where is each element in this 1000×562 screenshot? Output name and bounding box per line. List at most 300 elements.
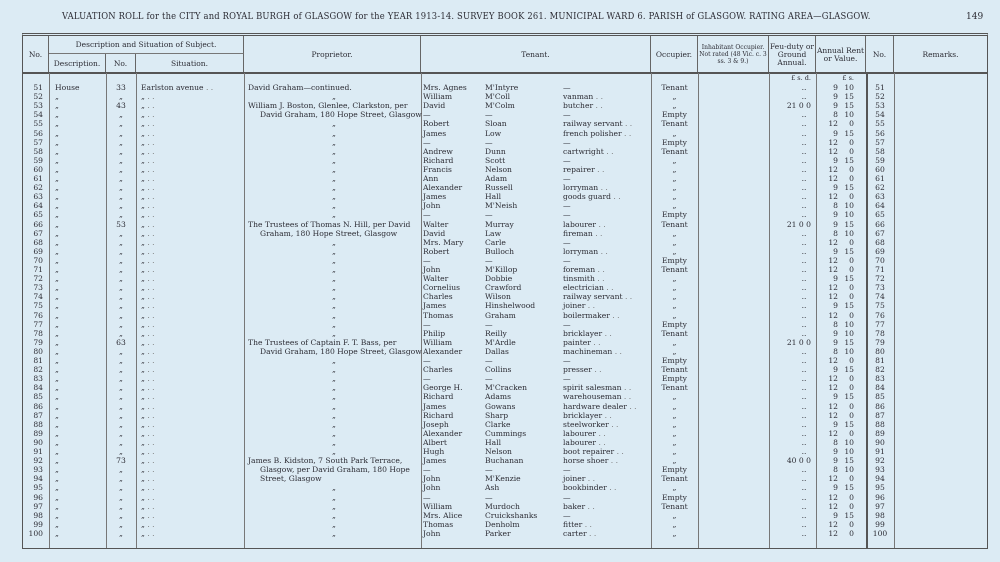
- rent-pounds: 12: [828, 137, 838, 147]
- proprietor: „: [332, 501, 336, 511]
- row-number-right: 94: [875, 474, 885, 484]
- rent-pounds: 12: [828, 237, 838, 247]
- situation: „ . .: [141, 201, 241, 210]
- row-number-right: 92: [875, 456, 885, 466]
- feu-duty: ..: [801, 119, 807, 129]
- occupier: „: [672, 519, 677, 529]
- proprietor: „: [332, 210, 336, 220]
- description: „: [55, 319, 59, 329]
- proprietor: The Trustees of Captain F. T. Bass, per: [248, 337, 397, 347]
- table-row: [23, 338, 989, 347]
- house-number: „: [119, 483, 123, 493]
- tenant-first-name: Thomas: [423, 310, 454, 320]
- rent-shillings: 10: [844, 201, 854, 211]
- proprietor: David Graham, 180 Hope Street, Glasgow: [260, 110, 422, 120]
- tenant-surname: —: [485, 492, 493, 502]
- row-number: 99: [33, 519, 43, 529]
- tenant-surname: —: [485, 210, 493, 220]
- occupier: „: [672, 128, 677, 138]
- tenant-surname: Sharp: [485, 410, 509, 420]
- description: „: [55, 374, 59, 384]
- rent-pounds: 9: [833, 456, 838, 466]
- proprietor: „: [332, 283, 336, 293]
- rent-pounds: 8: [833, 437, 838, 447]
- row-number: 72: [33, 274, 43, 284]
- proprietor: „: [332, 374, 336, 384]
- table-row: [23, 119, 989, 128]
- feu-duty: ..: [801, 265, 807, 274]
- row-number-right: 74: [875, 292, 885, 302]
- rent-shillings: 0: [849, 192, 854, 202]
- feu-duty: ..: [801, 255, 807, 265]
- tenant-first-name: James: [423, 128, 447, 138]
- row-number: 58: [33, 146, 43, 156]
- header-number: No.: [106, 54, 136, 73]
- tenant-first-name: —: [423, 465, 431, 475]
- tenant-surname: Law: [485, 228, 502, 238]
- situation: „ . .: [141, 183, 241, 192]
- description: „: [55, 228, 59, 238]
- row-number: 61: [33, 174, 43, 183]
- proprietor: „: [332, 328, 336, 338]
- description: „: [55, 210, 59, 220]
- proprietor: „: [332, 92, 336, 102]
- tenant-surname: Russell: [485, 183, 513, 193]
- row-number: 87: [33, 410, 43, 420]
- row-number: 76: [33, 310, 43, 320]
- table-row: [23, 101, 989, 110]
- rent-shillings: 15: [844, 274, 854, 284]
- table-row: [23, 301, 989, 310]
- rent-pounds: 8: [833, 201, 838, 211]
- tenant-surname: Denholm: [485, 519, 520, 529]
- rent-shillings: 15: [844, 155, 854, 165]
- house-number: 33: [116, 83, 126, 92]
- situation: „ . .: [141, 374, 241, 383]
- tenant-occupation: —: [563, 492, 571, 502]
- tenant-first-name: John: [423, 483, 441, 493]
- feu-duty: ..: [801, 183, 807, 193]
- tenant-first-name: Joseph: [423, 419, 449, 429]
- tenant-occupation: —: [563, 83, 571, 92]
- feu-duty: ..: [801, 346, 807, 356]
- description: „: [55, 328, 59, 338]
- table-row: [23, 493, 989, 502]
- situation: „ . .: [141, 529, 241, 538]
- rent-pounds: 9: [833, 92, 838, 102]
- tenant-first-name: Thomas: [423, 519, 454, 529]
- house-number: „: [119, 110, 123, 120]
- situation: „ . .: [141, 138, 241, 147]
- tenant-surname: M'Killop: [485, 265, 518, 274]
- rent-pounds: 8: [833, 346, 838, 356]
- row-number-right: 87: [875, 410, 885, 420]
- occupier: „: [672, 456, 677, 466]
- table-row: [23, 465, 989, 474]
- row-number-right: 60: [875, 164, 885, 174]
- occupier: Empty: [662, 492, 687, 502]
- tenant-occupation: horse shoer . .: [563, 456, 649, 465]
- row-number-right: 54: [875, 110, 885, 120]
- table-row: [23, 229, 989, 238]
- header-occupier: Occupier.: [651, 36, 698, 73]
- tenant-first-name: James: [423, 192, 447, 202]
- tenant-surname: Scott: [485, 155, 506, 165]
- house-number: „: [119, 392, 123, 402]
- tenant-occupation: cartwright . .: [563, 147, 649, 156]
- tenant-surname: Cruickshanks: [485, 510, 538, 520]
- rent-pounds: 12: [828, 401, 838, 411]
- table-row: [23, 429, 989, 438]
- rent-pounds: 9: [833, 155, 838, 165]
- row-number-right: 64: [875, 201, 885, 211]
- tenant-surname: Hall: [485, 437, 502, 447]
- description: „: [55, 101, 59, 111]
- row-number: 65: [33, 210, 43, 220]
- proprietor: „: [332, 246, 336, 256]
- tenant-first-name: James: [423, 301, 447, 311]
- occupier: Empty: [662, 374, 687, 384]
- tenant-first-name: Alexander: [423, 428, 463, 438]
- description: „: [55, 346, 59, 356]
- house-number: „: [119, 465, 123, 475]
- tenant-occupation: railway servant . .: [563, 119, 649, 128]
- rent-shillings: 15: [844, 365, 854, 375]
- row-number-right: 61: [875, 174, 885, 183]
- rent-shillings: 0: [849, 474, 854, 484]
- rent-pounds: 12: [828, 528, 838, 538]
- row-number: 98: [33, 510, 43, 520]
- feu-duty: ..: [801, 510, 807, 520]
- tenant-occupation: joiner . .: [563, 474, 649, 483]
- row-number: 89: [33, 428, 43, 438]
- tenant-first-name: Alexander: [423, 183, 463, 193]
- proprietor: David Graham—continued.: [248, 83, 352, 92]
- rent-shillings: 0: [849, 119, 854, 129]
- situation: „ . .: [141, 301, 241, 310]
- tenant-first-name: George H.: [423, 383, 463, 393]
- rent-shillings: 0: [849, 374, 854, 384]
- occupier: „: [672, 192, 677, 202]
- tenant-first-name: James: [423, 456, 447, 466]
- tenant-occupation: labourer . .: [563, 429, 649, 438]
- situation: „ . .: [141, 129, 241, 138]
- occupier: „: [672, 292, 677, 302]
- row-number-right: 95: [875, 483, 885, 493]
- row-number: 95: [33, 483, 43, 493]
- tenant-first-name: —: [423, 374, 431, 384]
- tenant-first-name: John: [423, 528, 441, 538]
- rent-shillings: 10: [844, 83, 854, 92]
- house-number: „: [119, 246, 123, 256]
- tenant-first-name: Andrew: [423, 146, 453, 156]
- house-number: „: [119, 492, 123, 502]
- row-number: 67: [33, 228, 43, 238]
- rent-shillings: 15: [844, 128, 854, 138]
- rent-shillings: 0: [849, 428, 854, 438]
- house-number: „: [119, 301, 123, 311]
- tenant-surname: Clarke: [485, 419, 511, 429]
- table-row: [23, 447, 989, 456]
- rent-pounds: 9: [833, 483, 838, 493]
- rent-pounds: 12: [828, 374, 838, 384]
- rent-shillings: 15: [844, 510, 854, 520]
- situation: „ . .: [141, 147, 241, 156]
- situation: „ . .: [141, 456, 241, 465]
- row-number-right: 80: [875, 346, 885, 356]
- table-row: [23, 311, 989, 320]
- tenant-first-name: David: [423, 101, 446, 111]
- tenant-occupation: bricklayer . .: [563, 411, 649, 420]
- row-number: 86: [33, 401, 43, 411]
- rent-shillings: 0: [849, 292, 854, 302]
- proprietor: „: [332, 492, 336, 502]
- rent-pounds: 8: [833, 465, 838, 475]
- description: „: [55, 155, 59, 165]
- proprietor: „: [332, 274, 336, 284]
- table-row: [23, 83, 989, 92]
- tenant-first-name: Philip: [423, 328, 446, 338]
- feu-duty: ..: [801, 292, 807, 302]
- situation: „ . .: [141, 274, 241, 283]
- feu-duty: ..: [801, 83, 807, 92]
- tenant-first-name: Ann: [423, 174, 439, 183]
- row-number: 56: [33, 128, 43, 138]
- rent-pounds: 8: [833, 228, 838, 238]
- feu-duty: ..: [801, 528, 807, 538]
- tenant-first-name: John: [423, 201, 441, 211]
- tenant-surname: M'Neish: [485, 201, 518, 211]
- table-row: [23, 201, 989, 210]
- situation: „ . .: [141, 402, 241, 411]
- header-proprietor: Proprietor.: [244, 36, 421, 73]
- proprietor: „: [332, 483, 336, 493]
- row-number-right: 69: [875, 246, 885, 256]
- rent-shillings: 15: [844, 419, 854, 429]
- proprietor: „: [332, 174, 336, 183]
- rent-shillings: 10: [844, 228, 854, 238]
- rent-units: £ s.: [842, 74, 854, 82]
- proprietor: „: [332, 265, 336, 274]
- proprietor: „: [332, 310, 336, 320]
- feu-duty: ..: [801, 146, 807, 156]
- rent-pounds: 9: [833, 337, 838, 347]
- row-number: 53: [33, 101, 43, 111]
- house-number: „: [119, 164, 123, 174]
- tenant-surname: M'Ardle: [485, 337, 516, 347]
- feu-duty: ..: [801, 283, 807, 293]
- table-row: [23, 265, 989, 274]
- feu-duty: ..: [801, 401, 807, 411]
- feu-duty: ..: [801, 374, 807, 384]
- rent-shillings: 15: [844, 483, 854, 493]
- tenant-first-name: John: [423, 265, 441, 274]
- rent-shillings: 0: [849, 528, 854, 538]
- feu-duty: ..: [801, 328, 807, 338]
- house-number: „: [119, 310, 123, 320]
- proprietor: „: [332, 392, 336, 402]
- description: „: [55, 310, 59, 320]
- occupier: Tenant: [661, 265, 688, 274]
- row-number: 93: [33, 465, 43, 475]
- rent-pounds: 12: [828, 428, 838, 438]
- row-number: 85: [33, 392, 43, 402]
- description: „: [55, 192, 59, 202]
- description: „: [55, 474, 59, 484]
- tenant-occupation: butcher . .: [563, 101, 649, 110]
- occupier: „: [672, 401, 677, 411]
- row-number: 62: [33, 183, 43, 193]
- table-row: [23, 438, 989, 447]
- description: „: [55, 401, 59, 411]
- rent-shillings: 0: [849, 255, 854, 265]
- rent-pounds: 9: [833, 101, 838, 111]
- header-description: Description.: [49, 54, 106, 73]
- description: „: [55, 283, 59, 293]
- proprietor: „: [332, 356, 336, 365]
- feu-duty: ..: [801, 383, 807, 393]
- description: „: [55, 483, 59, 493]
- house-number: „: [119, 174, 123, 183]
- tenant-surname: Collins: [485, 365, 512, 375]
- tenant-first-name: Richard: [423, 155, 454, 165]
- proprietor: „: [332, 164, 336, 174]
- row-number: 59: [33, 155, 43, 165]
- table-row: [23, 220, 989, 229]
- table-row: [23, 456, 989, 465]
- situation: „ . .: [141, 474, 241, 483]
- feu-duty: 21 0 0: [786, 337, 811, 347]
- table-row: [23, 156, 989, 165]
- row-number: 94: [33, 474, 43, 484]
- row-number: 57: [33, 137, 43, 147]
- house-number: „: [119, 192, 123, 202]
- situation: „ . .: [141, 338, 241, 347]
- tenant-first-name: —: [423, 319, 431, 329]
- description: „: [55, 419, 59, 429]
- tenant-occupation: lorryman . .: [563, 183, 649, 192]
- proprietor: „: [332, 128, 336, 138]
- occupier: „: [672, 183, 677, 193]
- situation: „ . .: [141, 411, 241, 420]
- rent-shillings: 15: [844, 246, 854, 256]
- description: „: [55, 365, 59, 375]
- tenant-occupation: boot repairer . .: [563, 447, 649, 456]
- feu-duty: 21 0 0: [786, 219, 811, 229]
- occupier: Tenant: [661, 474, 688, 484]
- description: „: [55, 137, 59, 147]
- occupier: „: [672, 301, 677, 311]
- tenant-occupation: repairer . .: [563, 165, 649, 174]
- row-number-right: 79: [875, 337, 885, 347]
- tenant-occupation: steelworker . .: [563, 420, 649, 429]
- tenant-first-name: Alexander: [423, 346, 463, 356]
- row-number-right: 72: [875, 274, 885, 284]
- row-number: 68: [33, 237, 43, 247]
- tenant-surname: Murray: [485, 219, 514, 229]
- row-number-right: 91: [875, 447, 885, 456]
- situation: „ . .: [141, 256, 241, 265]
- description: „: [55, 437, 59, 447]
- row-number-right: 83: [875, 374, 885, 384]
- tenant-occupation: —: [563, 201, 571, 211]
- rent-pounds: 12: [828, 519, 838, 529]
- row-number: 71: [33, 265, 43, 274]
- proprietor: James B. Kidston, 7 South Park Terrace,: [248, 456, 403, 466]
- feu-duty: ..: [801, 274, 807, 284]
- tenant-surname: Dunn: [485, 146, 506, 156]
- row-number-right: 65: [875, 210, 885, 220]
- table-row: [23, 365, 989, 374]
- house-number: 63: [116, 337, 126, 347]
- situation: „ . .: [141, 365, 241, 374]
- rent-shillings: 15: [844, 183, 854, 193]
- table-row: [23, 247, 989, 256]
- row-number-right: 67: [875, 228, 885, 238]
- tenant-surname: —: [485, 110, 493, 120]
- tenant-first-name: William: [423, 501, 453, 511]
- feu-duty: ..: [801, 228, 807, 238]
- feu-duty: 21 0 0: [786, 101, 811, 111]
- tenant-surname: Low: [485, 128, 502, 138]
- description: „: [55, 92, 59, 102]
- situation: „ . .: [141, 92, 241, 101]
- rent-pounds: 12: [828, 410, 838, 420]
- proprietor: „: [332, 365, 336, 375]
- row-number: 55: [33, 119, 43, 129]
- occupier: „: [672, 92, 677, 102]
- table-row: [23, 165, 989, 174]
- proprietor: „: [332, 183, 336, 193]
- rent-pounds: 12: [828, 164, 838, 174]
- occupier: Empty: [662, 356, 687, 365]
- occupier: „: [672, 155, 677, 165]
- proprietor: „: [332, 447, 336, 456]
- description: „: [55, 219, 59, 229]
- table-row: [23, 356, 989, 365]
- tenant-surname: —: [485, 374, 493, 384]
- header-no: No.: [23, 36, 49, 73]
- situation: „ . .: [141, 493, 241, 502]
- description: „: [55, 447, 59, 456]
- proprietor: „: [332, 510, 336, 520]
- rent-pounds: 9: [833, 447, 838, 456]
- rent-pounds: 12: [828, 255, 838, 265]
- header-remarks: Remarks.: [922, 49, 959, 59]
- header-annual-rent: Annual Rent or Value.: [816, 36, 866, 73]
- occupier: „: [672, 274, 677, 284]
- tenant-first-name: David: [423, 228, 446, 238]
- tenant-surname: Dobbie: [485, 274, 513, 284]
- situation: „ . .: [141, 165, 241, 174]
- table-row: [23, 511, 989, 520]
- occupier: Empty: [662, 210, 687, 220]
- tenant-occupation: —: [563, 319, 571, 329]
- tenant-occupation: railway servant . .: [563, 292, 649, 301]
- house-number: „: [119, 210, 123, 220]
- occupier: „: [672, 283, 677, 293]
- row-number: 78: [33, 328, 43, 338]
- rent-pounds: 12: [828, 174, 838, 183]
- rent-pounds: 12: [828, 310, 838, 320]
- row-number: 70: [33, 255, 43, 265]
- row-number-right: 76: [875, 310, 885, 320]
- tenant-occupation: fireman . .: [563, 229, 649, 238]
- tenant-surname: Cummings: [485, 428, 527, 438]
- proprietor: „: [332, 301, 336, 311]
- rent-pounds: 9: [833, 365, 838, 375]
- tenant-occupation: —: [563, 237, 571, 247]
